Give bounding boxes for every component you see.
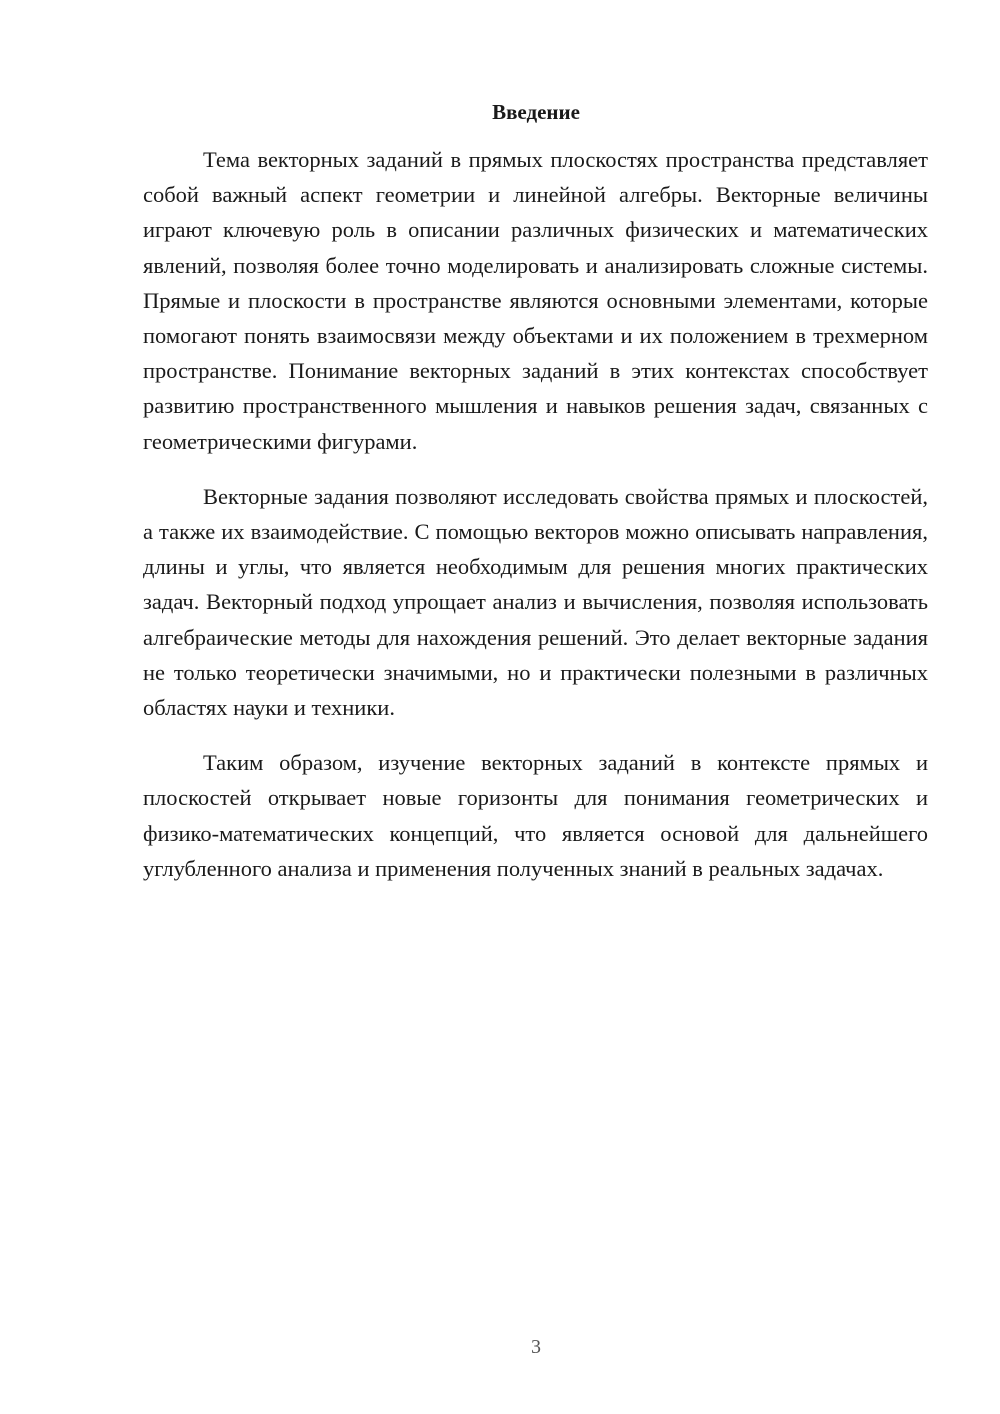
page-number: 3 <box>531 1336 541 1358</box>
document-body <box>143 142 928 906</box>
paragraph-2: Векторные задания позволяют исследовать свойства прямых и плоскостей, а также их взаимодействие. С помощью векторов можно описывать направления, длины и углы, что является необходимым для решения многих практических задач. Векторный подход упрощает анализ и вычисления, позволяя использовать алгебраические методы для нахождения решений. Это делает векторные задания не только теоретически значимыми, но и практически полезными в различных областях науки и техники. <box>143 483 928 721</box>
paragraph-3: Таким образом, изучение векторных заданий в контексте прямых и плоскостей открывает новые горизонты для понимания геометрических и физико-математических концепций, что является основой для дальнейшего углубленного анализа и применения полученных знаний в реальных задачах. <box>143 750 928 881</box>
page-title: Введение <box>492 100 580 124</box>
paragraph-1: Тема векторных заданий в прямых плоскостях пространства представляет собой важный аспект геометрии и линейной алгебры. Векторные величины играют ключевую роль в описании различных физических и математических явлений, позволяя более точно моделировать и анализировать сложные системы. Прямые и плоскости в пространстве являются основными элементами, которые помогают понять взаимосвязи между объектами и их положением в трехмерном пространстве. Понимание векторных заданий в этих контекстах способствует развитию пространственного мышления и навыков решения задач, связанных с геометрическими фигурами. <box>143 147 928 454</box>
